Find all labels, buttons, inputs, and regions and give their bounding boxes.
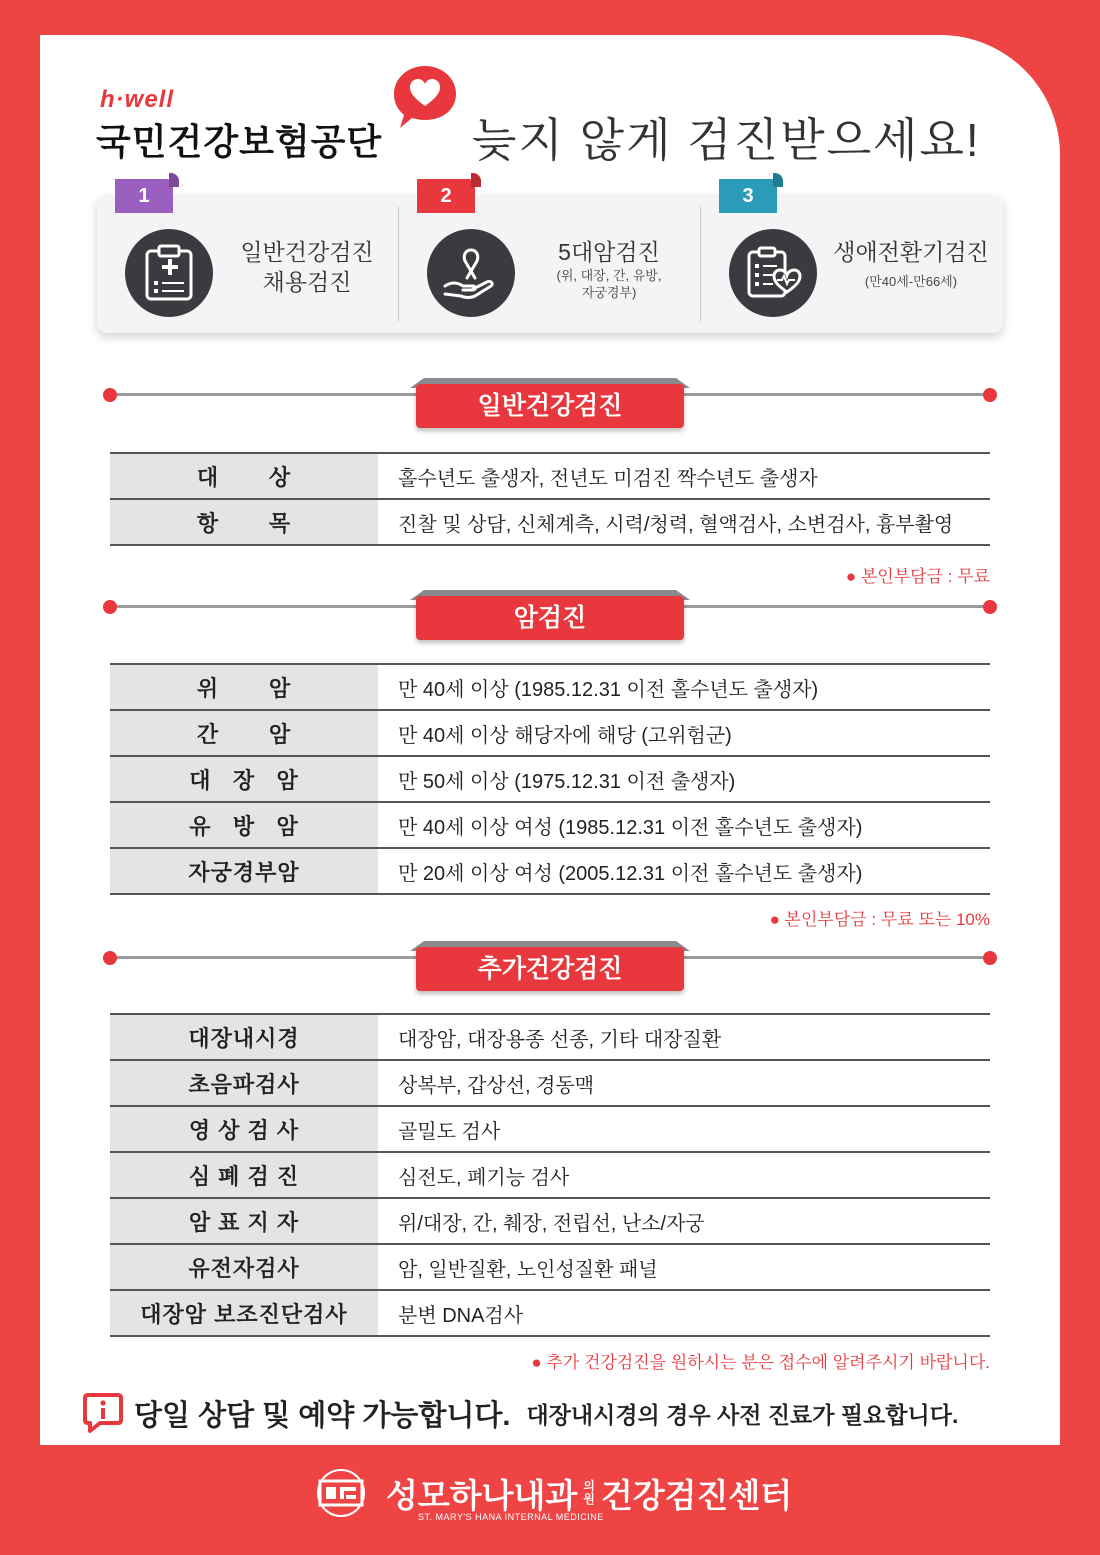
step-text [831,237,991,290]
table-row [110,1245,990,1291]
hwell-logo: h·well [100,86,175,113]
row-label: 초음파검사 [110,1061,378,1105]
center-name: 건강검진센터 [600,1476,793,1514]
step-text [227,237,387,297]
row-value: 분변 DNA검사 [398,1304,524,1327]
clinic-brand [310,1468,792,1518]
clinic-type: 의 원 [583,1479,595,1506]
row-value: 암, 일반질환, 노인성질환 패널 [398,1258,658,1281]
row-label: 암 표 지 자 [110,1199,378,1243]
step-general [97,185,399,333]
table-row [110,1015,990,1061]
cancer-cost-note: ● 본인부담금 : 무료 또는 10% [769,910,990,929]
row-value: 만 40세 이상 여성 (1985.12.31 이전 홀수년도 출생자) [398,816,863,839]
row-label: 항 목 [110,500,378,544]
table-row [110,1153,990,1199]
table-row [110,454,990,500]
section-title-cancer: 암검진 [416,596,684,640]
clinic-english-name: ST. MARY'S HANA INTERNAL MEDICINE [418,1512,604,1522]
section-dot [103,388,117,402]
row-label: 대 장 암 [110,757,378,801]
section-dot [103,600,117,614]
step-subtitle: 채용검진 [262,269,352,295]
row-value: 홀수년도 출생자, 전년도 미검진 짝수년도 출생자 [398,467,818,490]
step-number-badge: 3 [719,179,777,213]
row-value: 대장암, 대장용종 선종, 기타 대장질환 [398,1028,722,1051]
table-row [110,757,990,803]
general-cost-note: ● 본인부담금 : 무료 [845,567,990,586]
section-title-general: 일반건강검진 [416,384,684,428]
step-number-badge: 2 [417,179,475,213]
row-label: 간 암 [110,711,378,755]
table-row [110,500,990,546]
step-title: 일반건강검진 [240,239,374,265]
row-label: 유 방 암 [110,803,378,847]
table-row [110,803,990,849]
row-value: 심전도, 폐기능 검사 [398,1166,570,1189]
step-detail: (위, 대장, 간, 유방, 자궁경부) [556,268,662,300]
consultation-message [82,1392,958,1434]
step-transition [701,185,1003,333]
clipboard-medical-icon [125,229,213,317]
ribbon-hand-icon [427,229,515,317]
row-value: 만 50세 이상 (1975.12.31 이전 출생자) [398,770,736,793]
extra-note: ● 추가 건강검진을 원하시는 분은 접수에 알려주시기 바랍니다. [531,1353,990,1372]
clinic-name: 성모하나내과 [386,1476,578,1514]
row-value: 만 40세 이상 해당자에 해당 (고위험군) [398,724,732,747]
row-label: 심 폐 검 진 [110,1153,378,1197]
table-row [110,1107,990,1153]
headline: 늦지 않게 검진받으세요! [472,114,981,166]
section-dot [983,388,997,402]
row-value: 위/대장, 간, 췌장, 전립선, 난소/자궁 [398,1212,705,1235]
cancer-table [110,663,990,895]
exam-types-panel [97,185,1003,333]
general-table [110,452,990,546]
row-label: 위 암 [110,665,378,709]
info-bubble-icon [82,1392,124,1434]
step-cancer [399,185,701,333]
table-row [110,1199,990,1245]
colonoscopy-notice: 대장내시경의 경우 사전 진료가 필요합니다. [526,1401,959,1428]
row-label: 대장내시경 [110,1015,378,1059]
row-label: 자궁경부암 [110,849,378,893]
table-row [110,711,990,757]
row-value: 상복부, 갑상선, 경동맥 [398,1074,595,1097]
row-label: 영 상 검 사 [110,1107,378,1151]
clinic-logo-icon [310,1468,372,1518]
step-number-badge: 1 [115,179,173,213]
row-value: 만 20세 이상 여성 (2005.12.31 이전 홀수년도 출생자) [398,862,863,885]
row-label: 유전자검사 [110,1245,378,1289]
table-row [110,849,990,895]
heart-bubble-icon [390,62,460,132]
organization-name: 국민건강보험공단 [96,121,383,162]
step-title: 5대암검진 [558,239,660,265]
section-dot [983,600,997,614]
step-detail: (만40세-만66세) [864,274,958,289]
step-title: 생애전환기검진 [833,239,989,265]
same-day-text: 당일 상담 및 예약 가능합니다. [134,1399,511,1432]
row-label: 대 상 [110,454,378,498]
checklist-heart-icon [729,229,817,317]
table-row [110,1061,990,1107]
row-value: 진찰 및 상담, 신체계측, 시력/청력, 혈액검사, 소변검사, 흉부촬영 [398,513,954,536]
row-value: 만 40세 이상 (1985.12.31 이전 홀수년도 출생자) [398,678,819,701]
table-row [110,665,990,711]
section-title-extra: 추가건강검진 [416,947,684,991]
section-dot [103,951,117,965]
row-label: 대장암 보조진단검사 [110,1291,378,1335]
step-text [529,237,689,301]
table-row [110,1291,990,1337]
extra-table [110,1013,990,1337]
section-dot [983,951,997,965]
row-value: 골밀도 검사 [398,1120,501,1143]
